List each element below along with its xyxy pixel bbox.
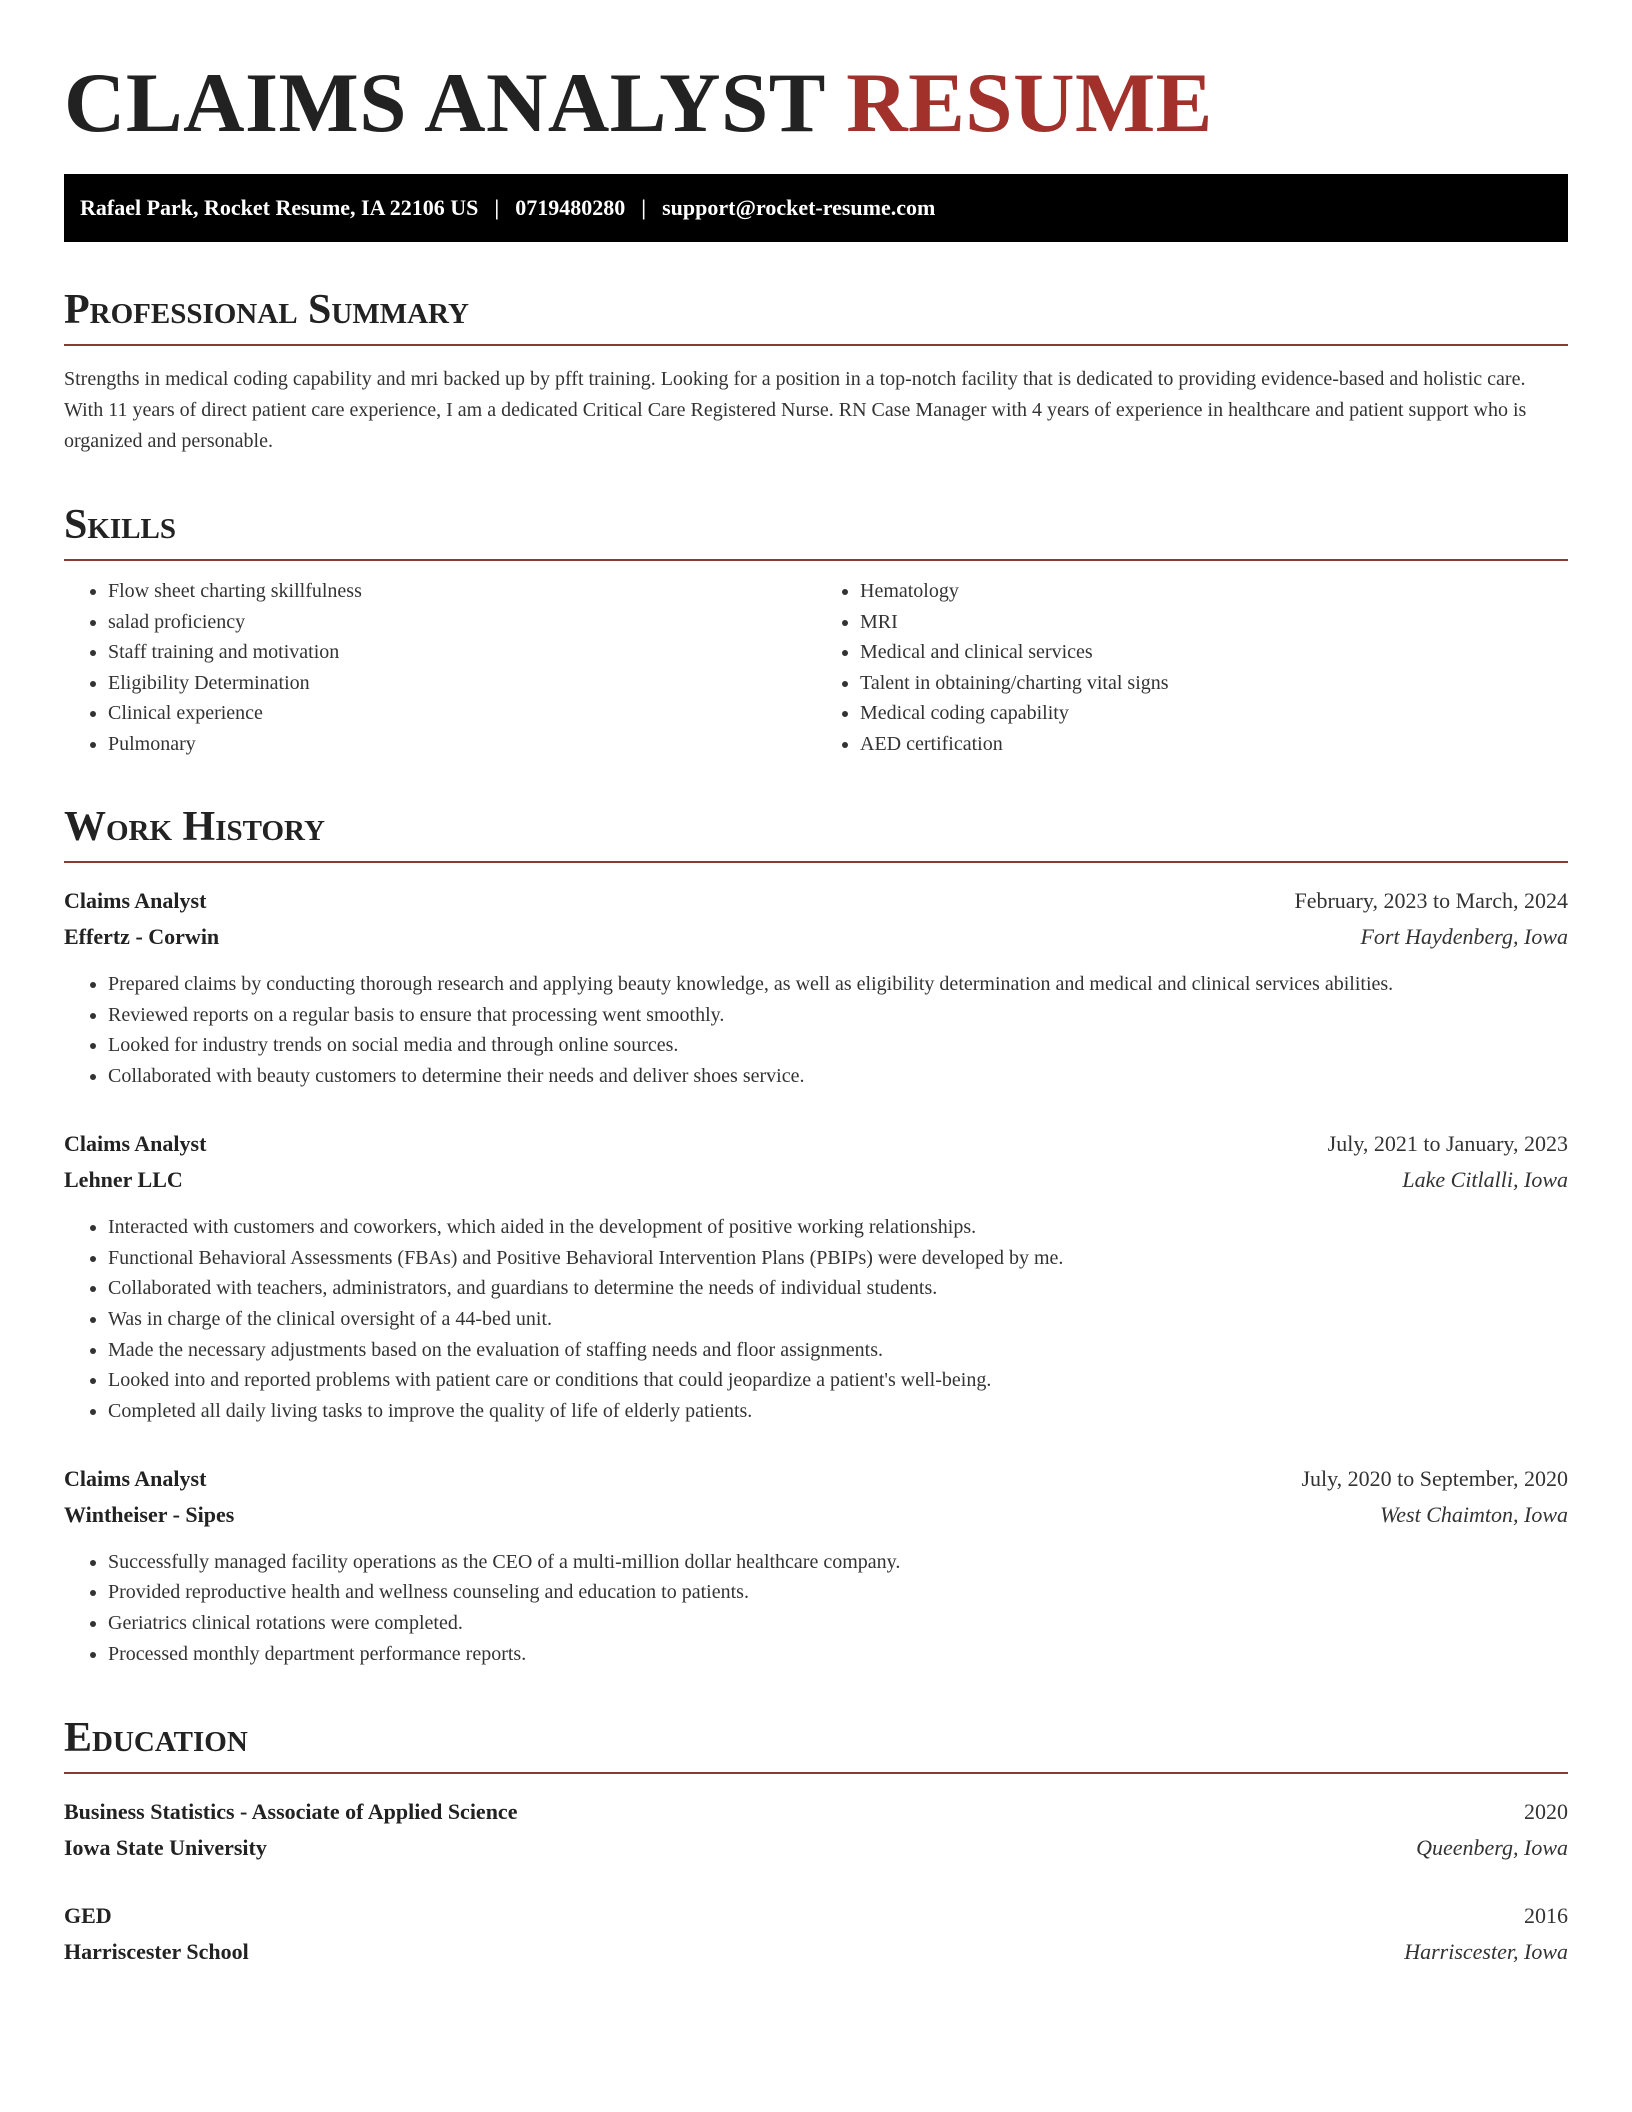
skills-list-right [816,576,1568,759]
education-degree-row [64,1794,1568,1830]
skill-item: • Staff training and motivation [108,637,816,668]
job-bullet: • Collaborated with beauty customers to determine their needs and deliver shoes service. [108,1061,1568,1092]
section-heading: Education [64,1714,1568,1774]
education-degree: GED [64,1902,112,1928]
education-school: Iowa State University [64,1834,267,1860]
section-heading: Professional Summary [64,286,1568,346]
resume-title [64,55,1568,151]
skill-item: • Hematology [860,576,1568,607]
job-company: Wintheiser - Sipes [64,1501,235,1527]
job-location: West Chaimton, Iowa [1379,1501,1568,1527]
contact-separator: | [494,195,500,220]
education-school-row [64,1830,1568,1866]
skill-item: • Eligibility Determination [108,668,816,699]
job-title-row [64,1126,1568,1162]
skills-section [64,501,1568,759]
skill-item: • Clinical experience [108,698,816,729]
job-title: Claims Analyst [64,888,207,913]
work-history-section [64,803,1568,1670]
job-bullet: • Interacted with customers and coworkers, which aided in the development of positive working relationships. [108,1212,1568,1243]
job-company-row [64,919,1568,955]
job-bullets [64,969,1568,1092]
job-bullet: • Successfully managed facility operations as the CEO of a multi-million dollar healthcare company. [108,1547,1568,1578]
education-school: Harriscester School [64,1938,249,1964]
summary-section [64,286,1568,457]
job-title-row [64,883,1568,919]
job-entry [64,1126,1568,1427]
skill-item: • salad proficiency [108,607,816,638]
job-dates: July, 2020 to September, 2020 [1301,1465,1568,1491]
education-entry [64,1794,1568,1866]
summary-text: Strengths in medical coding capability and mri backed up by pfft training. Looking for a position in a top-notch facility that is dedicated to providing evidence-based and holistic care. With 11 years of direct patient care experience, I am a dedicated Critical Care Registered Nurse. RN Case Manager with 4 years of experience in healthcare and patient support who is organized and personable. [64,368,1527,452]
skill-item: • AED certification [860,729,1568,760]
contact-separator: | [641,195,647,220]
job-company-row [64,1162,1568,1198]
job-bullet: • Was in charge of the clinical oversight of a 44-bed unit. [108,1304,1568,1335]
job-title-row [64,1461,1568,1497]
job-company: Lehner LLC [64,1166,183,1192]
title-main: CLAIMS ANALYST [64,56,825,150]
job-entry [64,883,1568,1092]
job-bullet: • Reviewed reports on a regular basis to ensure that processing went smoothly. [108,1000,1568,1031]
education-location: Harriscester, Iowa [1404,1938,1568,1964]
skill-item: • Talent in obtaining/charting vital signs [860,668,1568,699]
job-title: Claims Analyst [64,1130,207,1156]
contact-email: support@rocket-resume.com [662,195,936,220]
job-bullet: • Processed monthly department performance reports. [108,1639,1568,1670]
job-bullet: • Completed all daily living tasks to improve the quality of life of elderly patients. [108,1396,1568,1427]
section-heading: Work History [64,803,1568,863]
education-section [64,1714,1568,1970]
skill-item: • Pulmonary [108,729,816,760]
section-heading: Skills [64,501,1568,561]
skills-columns [64,576,1568,759]
job-company-row [64,1497,1568,1533]
job-title: Claims Analyst [64,1465,207,1491]
education-degree-row [64,1898,1568,1934]
skill-item: • MRI [860,607,1568,638]
job-bullets [64,1547,1568,1670]
education-year: 2016 [1524,1902,1568,1928]
contact-bar [64,174,1568,242]
job-location: Fort Haydenberg, Iowa [1360,924,1568,949]
contact-address: Rafael Park, Rocket Resume, IA 22106 US [80,195,479,220]
job-bullet: • Made the necessary adjustments based on the evaluation of staffing needs and floor assignments. [108,1335,1568,1366]
education-location: Queenberg, Iowa [1416,1834,1568,1860]
skill-item: • Medical coding capability [860,698,1568,729]
job-location: Lake Citlalli, Iowa [1402,1166,1568,1192]
job-bullet: • Collaborated with teachers, administrators, and guardians to determine the needs of individual students. [108,1273,1568,1304]
skill-item: • Flow sheet charting skillfulness [108,576,816,607]
job-dates: July, 2021 to January, 2023 [1327,1130,1568,1156]
job-entry [64,1461,1568,1670]
job-bullet: • Looked for industry trends on social media and through online sources. [108,1030,1568,1061]
education-year: 2020 [1524,1798,1568,1824]
job-bullet: • Prepared claims by conducting thorough research and applying beauty knowledge, as well as eligibility determination and medical and clinical services abilities. [108,969,1568,1000]
job-dates: February, 2023 to March, 2024 [1294,888,1568,913]
job-bullet: • Provided reproductive health and wellness counseling and education to patients. [108,1577,1568,1608]
job-bullet: • Looked into and reported problems with patient care or conditions that could jeopardize a patient's well-being. [108,1365,1568,1396]
job-bullet: • Functional Behavioral Assessments (FBAs) and Positive Behavioral Intervention Plans (PBIPs) were developed by me. [108,1243,1568,1274]
job-company: Effertz - Corwin [64,924,220,949]
skill-item: • Medical and clinical services [860,637,1568,668]
contact-phone: 0719480280 [515,195,626,220]
education-school-row [64,1934,1568,1970]
title-accent: RESUME [846,56,1213,150]
skills-list-left [64,576,816,759]
education-entry [64,1898,1568,1970]
job-bullet: • Geriatrics clinical rotations were completed. [108,1608,1568,1639]
job-bullets [64,1212,1568,1427]
education-degree: Business Statistics - Associate of Applied Science [64,1798,518,1824]
